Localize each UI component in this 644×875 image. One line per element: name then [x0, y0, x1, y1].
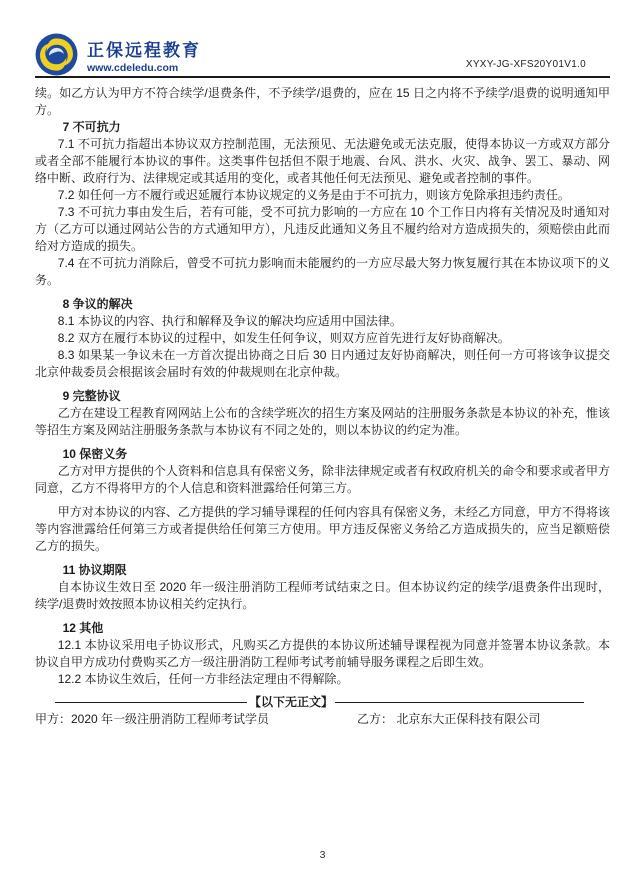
end-marker-dash-left: [55, 702, 247, 703]
section-agreement-term: [35, 562, 610, 613]
brand-logo: [35, 33, 201, 76]
header-divider: [35, 76, 610, 78]
clause-paragraph: 乙方对甲方提供的个人资料和信息具有保密义务，除非法律规定或者有权政府机关的命令和要求或者甲方同意，乙方不得将甲方的个人信息和资料泄露给任何第三方。: [35, 464, 610, 495]
section-title: 7 不可抗力: [62, 120, 121, 134]
end-of-text-marker-row: [35, 694, 610, 711]
clause-paragraph: 7.4 在不可抗力消除后，曾受不可抗力影响而未能履约的一方应尽最大努力恢复履行其在本协议项下的义务。: [35, 256, 610, 287]
brand-name: 正保远程教育: [87, 40, 201, 60]
section-title: 12 其他: [62, 621, 104, 635]
end-marker-dash-right: [335, 702, 584, 703]
intro-continuation-paragraph: 续。如乙方认为甲方不符合续学/退费条件，不予续学/退费的，应在 15 日之内将不予续学/退费的说明通知甲方。: [35, 86, 610, 117]
page-number: 3: [319, 849, 326, 861]
clause-paragraph: 12.2 本协议生效后，任何一方非经法定理由不得解除。: [57, 672, 349, 686]
document-footer: [35, 849, 610, 875]
section-miscellaneous: [35, 620, 610, 688]
brand-website: www.cdeledu.com: [87, 61, 179, 74]
document-code: XYXY-JG-XFS20Y01V1.0: [465, 59, 586, 70]
clause-paragraph: 乙方在建设工程教育网网站上公布的含续学班次的招生方案及网站的注册服务条款是本协议的补充，惟该等招生方案及网站注册服务条款与本协议有不同之处的，则以本协议的约定为准。: [35, 406, 610, 437]
clause-paragraph: 7.1 不可抗力指超出本协议双方控制范围，无法预见、无法避免或无法克服，使得本协议一方或双方部分或者全部不能履行本协议的事件。这类事件包括但不限于地震、台风、洪水、火灾、战争、罢工、暴动、网络中断、政府行为、法律规定或其适用的变化，或者其他任何无法预见、避免或者控制的事件。: [35, 137, 610, 185]
clause-paragraph: 7.3 不可抗力事由发生后，若有可能，受不可抗力影响的一方应在 10 个工作日内将有关情况及时通知对方（乙方可以通过网站公告的方式通知甲方），凡违反此通知义务且不履约给对方造成损失的，须赔偿由此而给对方造成的损失。: [35, 205, 610, 253]
brand-text-block: [87, 36, 201, 74]
section-entire-agreement: [35, 388, 610, 439]
section-title: 9 完整协议: [62, 389, 121, 403]
clause-paragraph: 8.2 双方在履行本协议的过程中，如发生任何争议，则双方应首先进行友好协商解决。: [57, 331, 510, 345]
swirl-logo-icon: [35, 33, 78, 76]
end-of-text-marker: 【以下无正文】: [249, 695, 334, 709]
section-confidentiality: [35, 446, 610, 555]
section-title: 10 保密义务: [62, 447, 128, 461]
section-title: 11 协议期限: [62, 563, 127, 577]
clause-paragraph: 甲方对本协议的内容、乙方提供的学习辅导课程的任何内容具有保密义务，未经乙方同意，甲方不得将该等内容泄露给任何第三方或者提供给任何第三方使用。甲方违反保密义务给乙方造成损失的，应当足额赔偿乙方的损失。: [35, 505, 610, 553]
document-header: [35, 0, 610, 76]
section-force-majeure: [35, 119, 610, 289]
party-a-signature: 甲方：2020 年一级注册消防工程师考试学员: [35, 712, 270, 726]
clause-paragraph: 自本协议生效日至 2020 年一级注册消防工程师考试结束之日。但本协议约定的续学/退费条件出现时，续学/退费时效按照本协议相关约定执行。: [35, 580, 610, 611]
clause-paragraph: 8.1 本协议的内容、执行和解释及争议的解决均应适用中国法律。: [57, 314, 402, 328]
section-title: 8 争议的解决: [62, 297, 133, 311]
clause-paragraph: 8.3 如果某一争议未在一方首次提出协商之日后 30 日内通过友好协商解决，则任何一方可将该争议提交北京仲裁委员会根据该会届时有效的仲裁规则在北京仲裁。: [35, 348, 610, 379]
party-b-signature: 乙方： 北京东大正保科技有限公司: [357, 712, 541, 726]
agreement-body: [35, 85, 610, 728]
clause-paragraph: 7.2 如任何一方不履行或迟延履行本协议规定的义务是由于不可抗力，则该方免除承担违约责任。: [57, 188, 570, 202]
signature-row: [35, 711, 610, 728]
clause-paragraph: 12.1 本协议采用电子协议形式，凡购买乙方提供的本协议所述辅导课程视为同意并签署本协议条款。本协议自甲方成功付费购买乙方一级注册消防工程师考试考前辅导服务课程之后即生效。: [35, 638, 610, 669]
section-dispute-resolution: [35, 296, 610, 381]
